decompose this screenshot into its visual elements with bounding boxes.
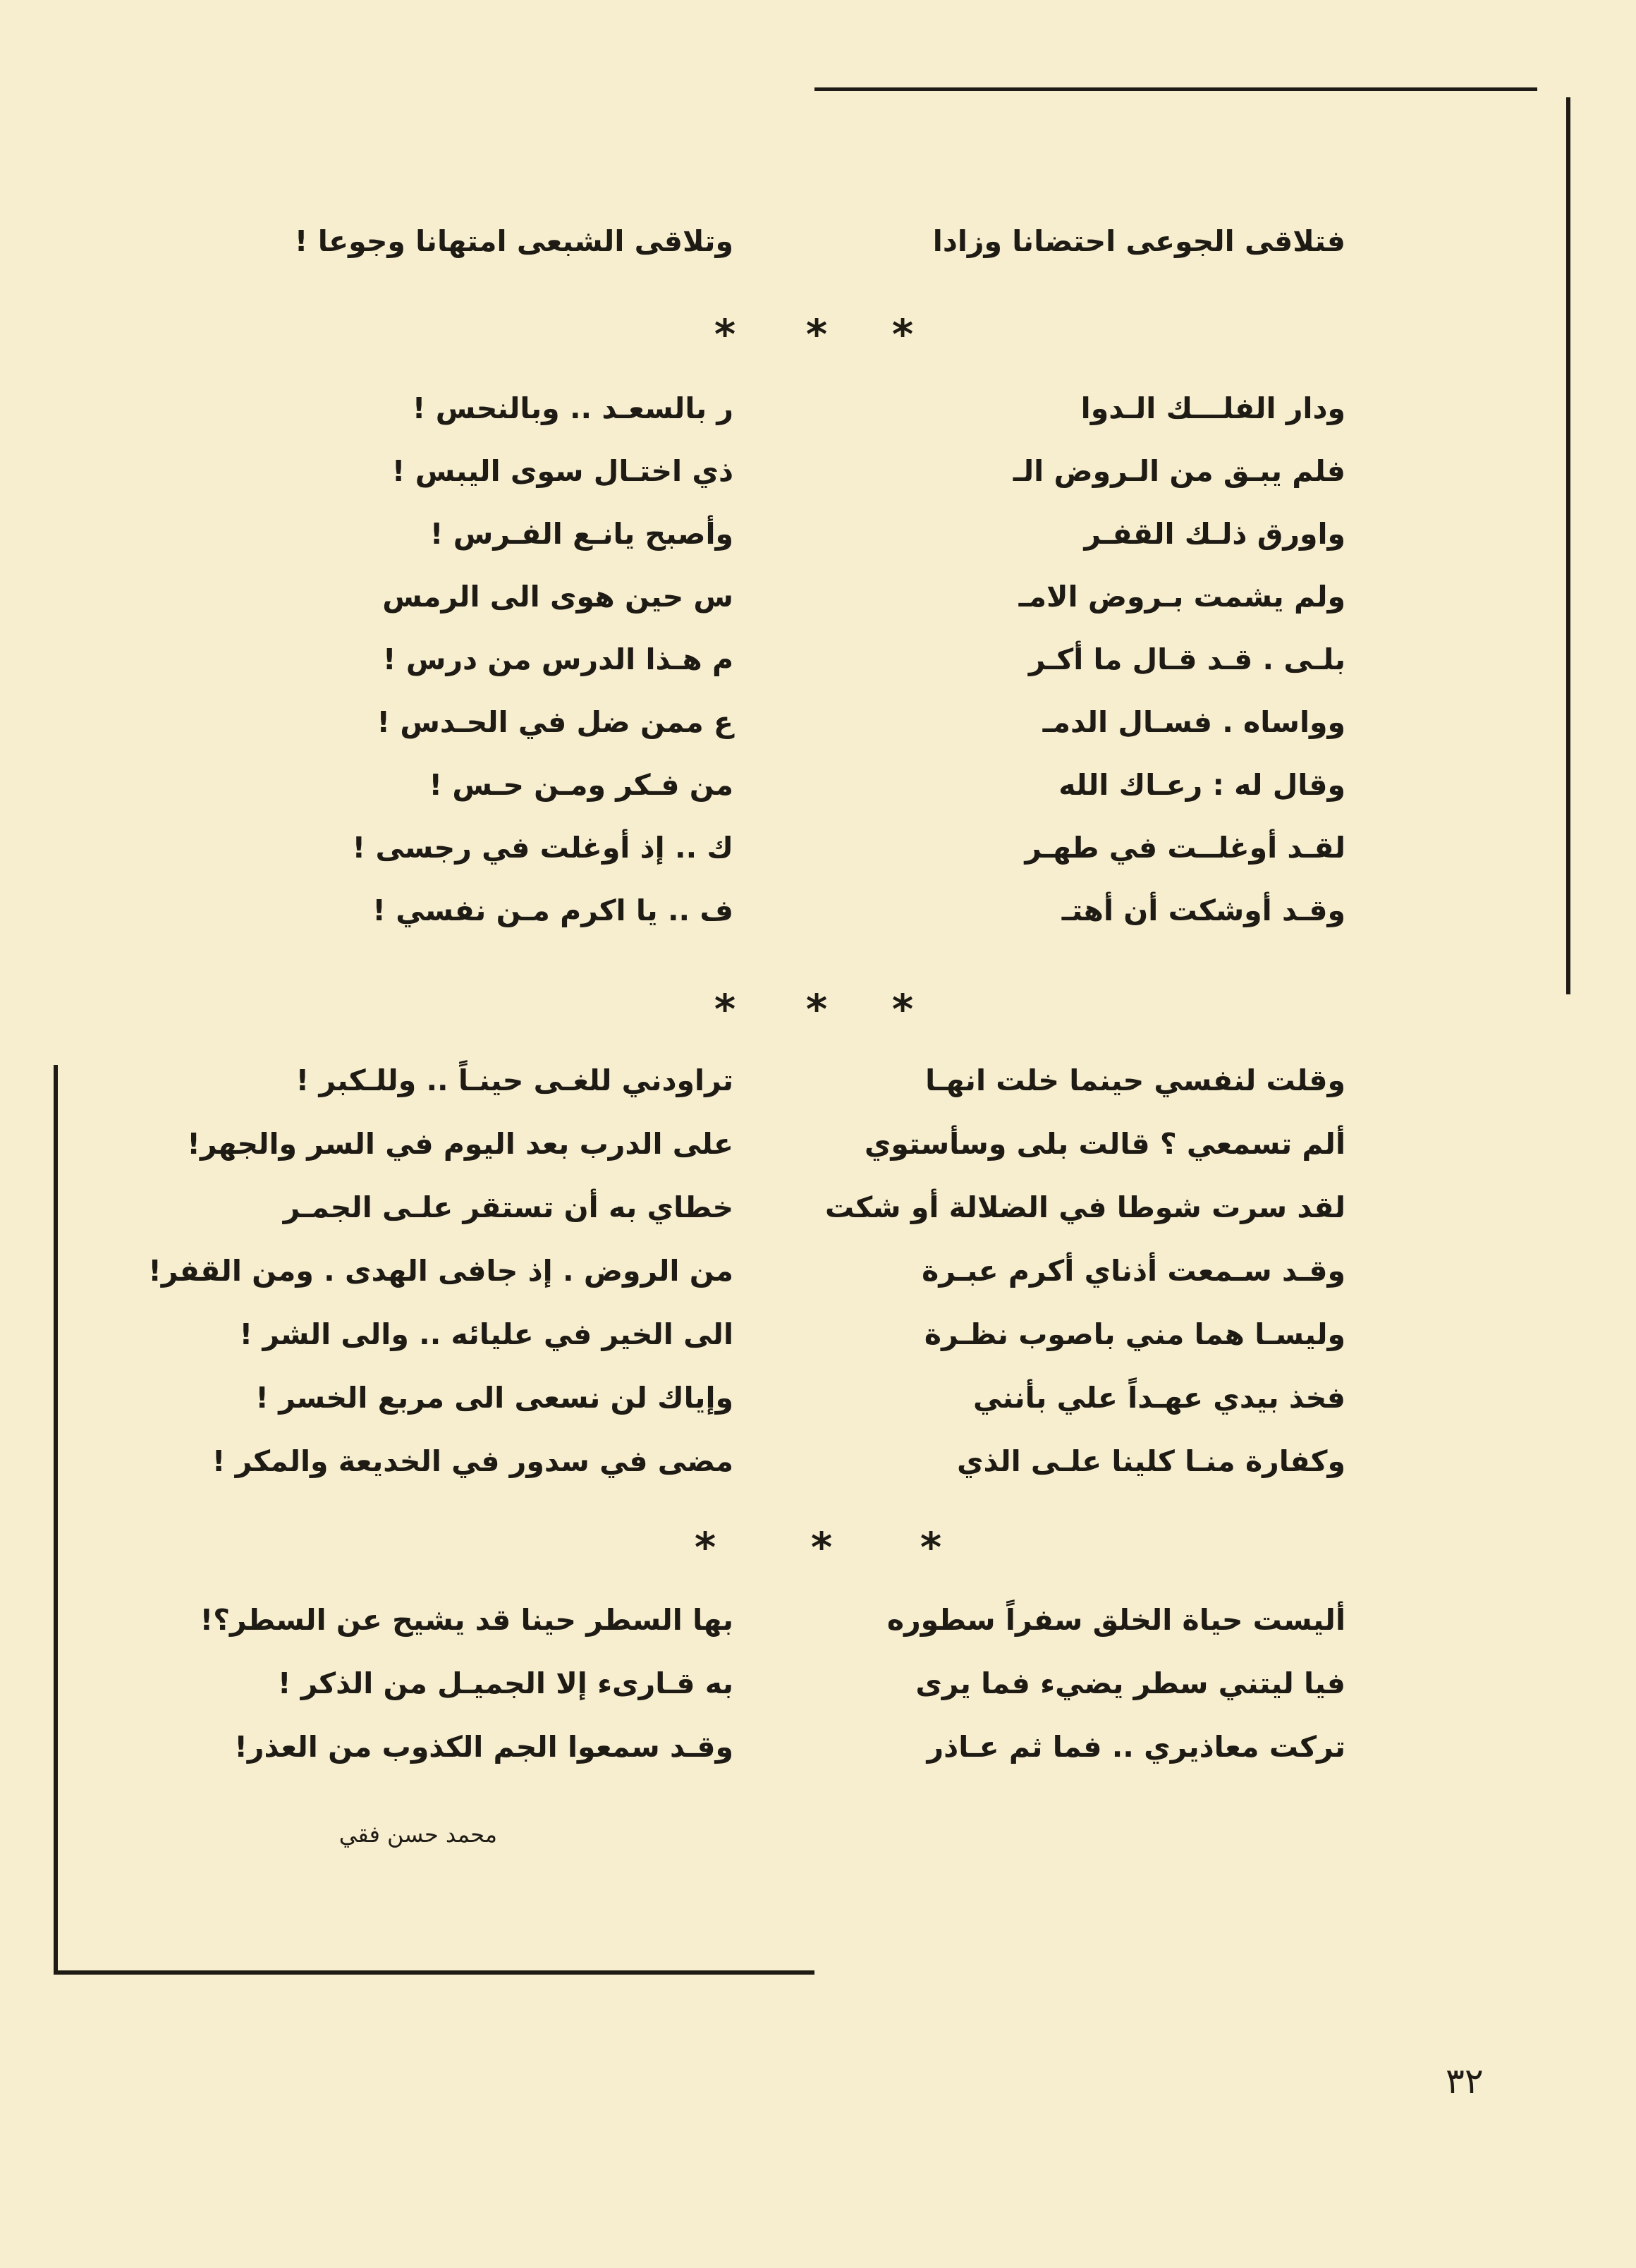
stanza2-verse-right: وقلت لنفسي حينما خلت انهـا <box>925 1063 1345 1097</box>
divider-star: * <box>694 1523 716 1571</box>
stanza1-verse-right: وقـد أوشكت أن أهتـ <box>1061 894 1345 927</box>
stanza3-verse-left: به قـارىء إلا الجميـل من الذكر ! <box>277 1666 733 1700</box>
stanza2-verse-left: على الدرب بعد اليوم في السر والجهر! <box>187 1127 733 1161</box>
stanza1-verse-left: ر بالسعـد .. وبالنحس ! <box>412 391 733 425</box>
stanza1-verse-right: وواساه . فسـال الدمـ <box>1042 705 1345 739</box>
divider-star: * <box>891 985 914 1033</box>
stanza2-verse-left: مضى في سدور في الخديعة والمكر ! <box>212 1444 733 1478</box>
stanza1-verse-right: ولم يشمت بـروض الامـ <box>1018 580 1345 614</box>
stanza1-verse-left: من فـكر ومـن حـس ! <box>429 768 733 802</box>
stanza1-verse-left: ك .. إذ أوغلت في رجسى ! <box>352 831 733 865</box>
stanza1-verse-right: فلم يبـق من الـروض الـ <box>1013 454 1345 488</box>
author-signature: محمد حسن فقي <box>338 1821 497 1848</box>
stanza3-verse-right: تركت معاذيري .. فما ثم عـاذر <box>927 1730 1345 1764</box>
stanza1-verse-right: بلـى . قـد قـال ما أكـر <box>1028 642 1345 676</box>
divider-star: * <box>920 1523 942 1571</box>
stanza1-verse-right: وقال له : رعـاك الله <box>1058 768 1345 802</box>
divider-star: * <box>891 310 914 358</box>
stanza1-verse-right: لقـد أوغلــت في طهـر <box>1025 831 1345 865</box>
stanza2-verse-right: وقـد سـمعت أذناي أكرم عبـرة <box>922 1254 1345 1288</box>
stanza1-verse-left: وأصبح يانـع الفـرس ! <box>429 517 733 551</box>
stanza1-verse-left: م هـذا الدرس من درس ! <box>382 642 733 676</box>
divider-star: * <box>810 1523 833 1571</box>
stanza2-verse-left: وإياك لن نسعى الى مربع الخسر ! <box>255 1381 733 1415</box>
stanza1-verse-left: ذي اختـال سوى اليبس ! <box>391 454 733 488</box>
right-frame-rule <box>1566 97 1570 994</box>
stanza2-verse-right: وليسـا هما مني باصوب نظـرة <box>924 1317 1345 1351</box>
stanza1-verse-right: واورق ذلـك القفـر <box>1084 517 1345 551</box>
opening-verse-right: فتلاقى الجوعى احتضانا وزادا <box>932 224 1345 258</box>
top-rule <box>814 87 1537 91</box>
stanza1-verse-right: ودار الفلـــك الـدوا <box>1080 391 1345 425</box>
stanza1-verse-left: س حين هوى الى الرمس <box>382 580 733 614</box>
stanza2-verse-left: خطاي به أن تستقر علـى الجمـر <box>283 1190 733 1224</box>
divider-star: * <box>714 310 736 358</box>
divider-star: * <box>805 985 828 1033</box>
bottom-rule <box>55 1970 814 1975</box>
stanza3-verse-left: وقـد سمعوا الجم الكذوب من العذر! <box>234 1730 733 1764</box>
stanza1-verse-left: ف .. يا اكرم مـن نفسي ! <box>372 894 733 927</box>
stanza2-verse-left: من الروض . إذ جافى الهدى . ومن القفر! <box>148 1254 733 1288</box>
stanza2-verse-right: لقد سرت شوطا في الضلالة أو شكت <box>825 1190 1345 1224</box>
stanza2-verse-right: فخذ بيدي عهـداً علي بأنني <box>972 1381 1345 1415</box>
stanza2-verse-left: الى الخير في عليائه .. والى الشر ! <box>239 1317 733 1351</box>
stanza2-verse-right: ألم تسمعي ؟ قالت بلى وسأستوي <box>864 1127 1345 1161</box>
stanza2-verse-left: تراودني للغـى حينـاً .. وللـكبر ! <box>295 1063 733 1097</box>
opening-verse-left: وتلاقى الشبعى امتهانا وجوعا ! <box>294 224 733 258</box>
stanza1-verse-left: ع ممن ضل في الحـدس ! <box>377 705 733 739</box>
stanza2-verse-right: وكفارة منـا كلينا علـى الذي <box>956 1444 1345 1478</box>
divider-star: * <box>805 310 828 358</box>
left-frame-rule <box>54 1065 58 1975</box>
divider-star: * <box>714 985 736 1033</box>
stanza3-verse-right: فيا ليتني سطر يضيء فما يرى <box>915 1666 1345 1700</box>
stanza3-verse-right: أليست حياة الخلق سفراً سطوره <box>886 1603 1345 1637</box>
stanza3-verse-left: بها السطر حينا قد يشيح عن السطر؟! <box>200 1603 733 1637</box>
page-number: ٣٢ <box>1446 2061 1484 2102</box>
